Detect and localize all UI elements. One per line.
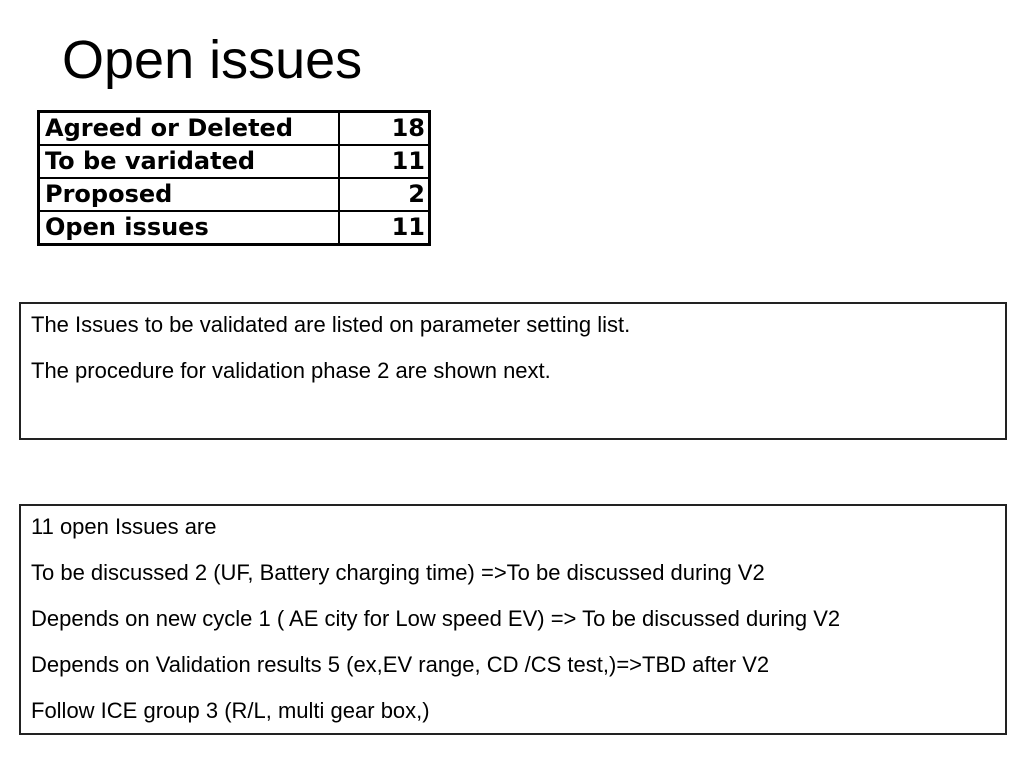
open-issues-box [19, 504, 1007, 735]
table-row [39, 211, 430, 245]
issues-line: Follow ICE group 3 (R/L, multi gear box,) [31, 698, 430, 723]
row-label: To be varidated [39, 145, 340, 178]
table-row [39, 178, 430, 211]
row-label: Proposed [39, 178, 340, 211]
issues-line: Depends on new cycle 1 ( AE city for Low speed EV) => To be discussed during V2 [31, 606, 841, 631]
issues-line: 11 open Issues are [31, 514, 217, 539]
row-count: 11 [339, 145, 430, 178]
note-line: The Issues to be validated are listed on parameter setting list. [31, 312, 631, 337]
table-row [39, 145, 430, 178]
validation-note-box [19, 302, 1007, 440]
issues-line: Depends on Validation results 5 (ex,EV range, CD /CS test,)=>TBD after V2 [31, 652, 770, 677]
row-count: 11 [339, 211, 430, 245]
row-count: 2 [339, 178, 430, 211]
row-count: 18 [339, 112, 430, 146]
slide-title: Open issues [62, 30, 363, 90]
note-line: The procedure for validation phase 2 are shown next. [31, 358, 551, 383]
table-row [39, 112, 430, 146]
issues-line: To be discussed 2 (UF, Battery charging time) =>To be discussed during V2 [31, 560, 765, 585]
row-label: Open issues [39, 211, 340, 245]
row-label: Agreed or Deleted [39, 112, 340, 146]
issue-summary-table [37, 110, 431, 246]
